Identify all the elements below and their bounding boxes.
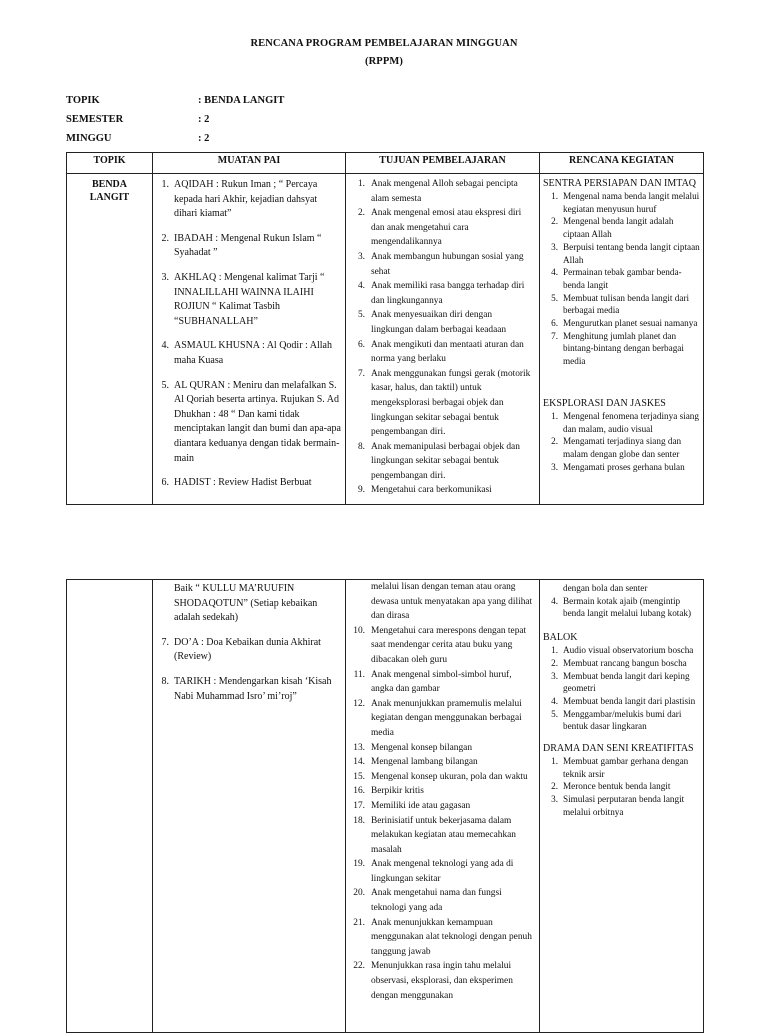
list-item-text: Anak mengenal simbol-simbol huruf, angka dan gambar — [371, 669, 512, 695]
rencana-cell — [540, 174, 704, 505]
pai-list — [157, 636, 341, 704]
list-item-text: Anak mengetahui nama dan fungsi teknologi yang ada — [371, 888, 502, 914]
list-item-text: Berpikir kritis — [371, 786, 424, 797]
list-item — [157, 232, 341, 261]
rppm-table-page1 — [66, 152, 704, 505]
list-item-text: TARIKH : Mendengarkan kisah ‘Kisah Nabi Muhammad Isro’ mi’roj” — [174, 675, 332, 702]
list-item-text: AL QURAN : Meniru dan melafalkan S. Al Qoriah beserta artinya. Rujukan S. Ad Dhukhan : 48 “ Dan kami tidak menciptakan langit dan bumi dan apa-apa diantara keduanya dengan tidak bermain-main — [174, 379, 341, 464]
list-item — [348, 279, 535, 308]
list-item — [348, 697, 535, 741]
list-item-text: Mengamati terjadinya siang dan malam dengan globe dan senter — [563, 436, 682, 459]
list-item-text: AQIDAH : Rukun Iman ; “ Percaya kepada hari Akhir, kejadian dahsyat dihari kiamat” — [174, 179, 318, 220]
list-item-number: 7. — [357, 368, 365, 379]
meta-semester — [66, 114, 210, 125]
list-item-number: 5. — [161, 379, 169, 391]
list-item-text: Anak mengikuti dan mentaati aturan dan norma yang berlaku — [371, 339, 524, 365]
list-item-number: 18. — [353, 815, 365, 826]
list-item — [157, 675, 341, 704]
list-item-number: 2. — [161, 232, 169, 244]
list-item-text: Membuat benda langit dari keping geometri — [563, 670, 690, 694]
list-item — [348, 308, 535, 337]
list-item-number: 16. — [353, 786, 365, 797]
list-item-number: 12. — [353, 698, 365, 709]
list-item-number: 9. — [357, 485, 365, 496]
sentra-title: EKSPLORASI DAN JASKES — [543, 397, 666, 409]
tujuan-continuation: melalui lisan dengan teman atau orang dewasa untuk menyatakan apa yang dilihat dan dirasa — [371, 582, 533, 622]
list-item — [543, 215, 700, 240]
list-item-number: 1. — [551, 191, 558, 201]
list-item-number: 2. — [551, 781, 558, 792]
list-item-text: HADIST : Review Hadist Berbuat — [174, 477, 312, 489]
list-item-number: 6. — [551, 318, 558, 329]
list-item-number: 3. — [551, 794, 558, 805]
list-item — [348, 814, 535, 858]
meta-label: TOPIK — [66, 95, 100, 106]
rppm-table-page2 — [66, 579, 704, 1033]
list-item-number: 4. — [357, 281, 365, 292]
list-item — [348, 799, 535, 814]
list-item — [348, 886, 535, 915]
col-header-muatan-pai: MUATAN PAI — [153, 153, 346, 174]
list-item-number: 1. — [357, 179, 365, 189]
list-item — [157, 636, 341, 665]
tujuan-list — [348, 624, 535, 1003]
list-item-text: Mengenal lambang bilangan — [371, 757, 478, 768]
list-item-text: Anak mengenal teknologi yang ada di lingkungan sekitar — [371, 859, 514, 884]
rencana-continuation: dengan bola dan senter — [563, 583, 648, 593]
meta-value: : BENDA LANGIT — [198, 95, 285, 106]
list-item-number: 2. — [551, 216, 558, 227]
list-item — [543, 317, 700, 330]
list-item-text: Anak membangun hubungan sosial yang sehat — [371, 251, 524, 277]
sentra-list — [543, 644, 700, 733]
pai-list — [157, 178, 341, 491]
list-item — [157, 339, 341, 368]
list-item — [543, 793, 700, 818]
list-item-number: 1. — [551, 645, 558, 656]
list-item-text: Anak mengenal Alloh sebagai pencipta alam semesta — [371, 179, 518, 204]
list-item-number: 2. — [551, 657, 558, 668]
list-item-number: 13. — [353, 742, 365, 753]
list-item-text: Bermain kotak ajaib (mengintip benda langit melalui lubang kotak) — [563, 595, 692, 619]
meta-label: MINGGU — [66, 133, 112, 144]
list-item-text: Mengetahui cara merespons dengan tepat saat mendengar cerita atau buku yang dibacakan oleh guru — [371, 625, 527, 665]
list-item — [543, 292, 700, 317]
list-item-number: 22. — [353, 961, 365, 972]
list-item-number: 3. — [551, 241, 558, 252]
list-item-number: 17. — [353, 800, 365, 811]
list-item-text: Audio visual observatorium boscha — [563, 645, 694, 656]
list-item-text: ASMAUL KHUSNA : Al Qodir : Allah maha Kuasa — [174, 340, 332, 366]
list-item-number: 2. — [357, 208, 365, 219]
list-item-text: Mengenal nama benda langit melalui kegiatan menyusun huruf — [563, 191, 700, 214]
document-title: RENCANA PROGRAM PEMBELAJARAN MINGGUAN — [250, 38, 518, 49]
list-item-number: 7. — [161, 636, 169, 648]
list-item — [348, 916, 535, 960]
sentra-title: DRAMA DAN SENI KREATIFITAS — [543, 743, 694, 755]
list-item-number: 20. — [353, 888, 365, 899]
list-item-number: 2. — [551, 436, 558, 447]
list-item — [348, 770, 535, 785]
tujuan-list — [348, 177, 535, 498]
list-item — [543, 595, 700, 620]
list-item-text: Meronce bentuk benda langit — [563, 781, 671, 792]
list-item — [348, 741, 535, 756]
list-item-number: 11. — [353, 669, 365, 680]
list-item-text: IBADAH : Mengenal Rukun Islam “ Syahadat ” — [174, 232, 322, 259]
table-row — [67, 580, 704, 1033]
list-item — [543, 695, 700, 708]
list-item — [543, 755, 700, 780]
list-item — [348, 857, 535, 886]
meta-value: : 2 — [198, 133, 210, 144]
list-item-number: 14. — [353, 757, 365, 768]
list-item-number: 15. — [353, 771, 365, 782]
list-item-text: Anak menunjukkan kemampuan menggunakan alat teknologi dengan penuh tanggung jawab — [371, 917, 532, 957]
list-item — [157, 271, 341, 329]
list-item — [543, 670, 700, 695]
list-item-text: Anak memanipulasi berbagai objek dan lingkungan sekitar sebagai bentuk pengembangan diri. — [371, 441, 520, 481]
list-item — [348, 624, 535, 668]
list-item — [157, 178, 341, 222]
list-item — [348, 784, 535, 799]
list-item — [348, 206, 535, 250]
list-item-number: 4. — [551, 267, 558, 278]
list-item — [543, 708, 700, 733]
list-item — [543, 266, 700, 291]
list-item-number: 1. — [161, 179, 169, 190]
list-item — [543, 190, 700, 215]
list-item-number: 7. — [551, 330, 558, 341]
list-item-text: Mengetahui cara berkomunikasi — [371, 485, 492, 496]
list-item — [348, 440, 535, 484]
sentra-list — [543, 190, 700, 368]
list-item — [543, 330, 700, 368]
list-item-text: Mengurutkan planet sesuai namanya — [563, 318, 698, 329]
col-header-topik: TOPIK — [67, 153, 153, 174]
list-item-number: 8. — [161, 675, 169, 687]
col-header-rencana: RENCANA KEGIATAN — [540, 153, 704, 174]
list-item-text: Memiliki ide atau gagasan — [371, 800, 471, 811]
list-item-text: Membuat rancang bangun boscha — [563, 657, 687, 668]
list-item-text: Membuat benda langit dari plastisin — [563, 695, 696, 706]
list-item — [543, 461, 700, 474]
topik-value: BENDA LANGIT — [89, 179, 130, 203]
list-item-text: Mengamati proses gerhana bulan — [563, 461, 685, 472]
list-item — [157, 379, 341, 467]
rencana-cell — [540, 580, 704, 1033]
tujuan-cell — [346, 580, 540, 1033]
list-item-text: DO’A : Doa Kebaikan dunia Akhirat (Review) — [174, 636, 321, 663]
meta-value: : 2 — [198, 114, 210, 125]
list-item-text: Anak menunjukkan pramemulis melalui kegiatan dengan menggunakan berbagai media — [371, 698, 522, 738]
table-header-row — [67, 153, 704, 174]
list-item-text: Anak mengenal emosi atau ekspresi diri dan anak mengetahui cara mengendalikannya — [371, 208, 522, 248]
list-item — [348, 483, 535, 498]
list-item — [543, 435, 700, 460]
list-item-number: 4. — [551, 695, 558, 706]
tujuan-cell — [346, 174, 540, 505]
list-item-number: 19. — [353, 859, 365, 870]
table-row — [67, 174, 704, 505]
list-item — [543, 410, 700, 435]
sentra-list — [543, 410, 700, 474]
list-item-number: 3. — [357, 251, 365, 262]
topik-cell — [67, 174, 153, 505]
list-item-text: Anak menyesuaikan diri dengan lingkungan dalam berbagai keadaan — [371, 310, 507, 335]
sentra-title: SENTRA PERSIAPAN DAN IMTAQ — [543, 178, 697, 189]
list-item-text: Mengenal fenomena terjadinya siang dan malam, audio visual — [563, 410, 699, 434]
list-item-number: 4. — [161, 340, 169, 352]
list-item-text: Anak memiliki rasa bangga terhadap diri dan lingkungannya — [371, 281, 525, 306]
list-item — [348, 250, 535, 279]
list-item — [348, 177, 535, 206]
pai-continuation: Baik “ KULLU MA’RUUFIN SHODAQOTUN” (Setiap kebaikan adalah sedekah) — [174, 583, 318, 624]
list-item-number: 5. — [551, 292, 558, 303]
list-item-number: 5. — [551, 708, 558, 719]
meta-label: SEMESTER — [66, 114, 124, 125]
list-item-number: 1. — [551, 756, 558, 767]
list-item — [348, 367, 535, 440]
topik-cell-empty — [67, 580, 153, 1033]
list-item-text: Anak menggunakan fungsi gerak (motorik kasar, halus, dan taktil) untuk mengeksplorasi berbagai objek dan lingkungan sekitar sebagai bentuk pengembangan diri. — [371, 368, 531, 438]
list-item — [348, 959, 535, 1003]
document-subtitle: (RPPM) — [365, 56, 403, 67]
list-item — [157, 476, 341, 491]
list-item-number: 6. — [161, 477, 169, 489]
list-item-text: Permainan tebak gambar benda-benda langit — [563, 267, 682, 290]
list-item — [543, 644, 700, 657]
sentra-list — [543, 595, 700, 620]
list-item-number: 3. — [551, 461, 558, 472]
list-item-text: Mengenal konsep ukuran, pola dan waktu — [371, 771, 528, 782]
list-item — [348, 668, 535, 697]
list-item-text: Berpuisi tentang benda langit ciptaan Allah — [563, 241, 700, 265]
list-item — [348, 755, 535, 770]
list-item-number: 5. — [357, 310, 365, 321]
list-item-number: 1. — [551, 410, 558, 421]
col-header-tujuan: TUJUAN PEMBELAJARAN — [346, 153, 540, 174]
list-item-number: 21. — [353, 917, 365, 928]
list-item-number: 10. — [353, 625, 365, 636]
list-item — [543, 780, 700, 793]
meta-topik — [66, 95, 285, 106]
list-item-number: 3. — [161, 271, 169, 283]
list-item-text: Berinisiatif untuk bekerjasama dalam melakukan kegiatan atau memecahkan masalah — [371, 815, 516, 855]
list-item-text: Menghitung jumlah planet dan bintang-bintang dengan berbagai media — [563, 330, 684, 367]
list-item-text: Membuat tulisan benda langit dari berbagai media — [563, 292, 690, 316]
list-item-number: 6. — [357, 339, 365, 350]
list-item-text: Membuat gambar gerhana dengan teknik arsir — [563, 756, 689, 779]
muatan-pai-cell — [153, 580, 346, 1033]
meta-minggu — [66, 133, 210, 144]
list-item — [543, 657, 700, 670]
list-item — [348, 338, 535, 367]
list-item-text: Mengenal benda langit adalah ciptaan Allah — [563, 216, 674, 240]
list-item-number: 8. — [357, 441, 365, 452]
list-item-number: 4. — [551, 595, 558, 606]
muatan-pai-cell — [153, 174, 346, 505]
sentra-title: BALOK — [543, 632, 578, 644]
list-item-text: Menunjukkan rasa ingin tahu melalui observasi, eksplorasi, dan eksperimen dengan menggunakan — [371, 961, 513, 1001]
list-item-text: Menggambar/melukis bumi dari bentuk dasar lingkaran — [563, 708, 682, 732]
list-item-number: 3. — [551, 670, 558, 681]
list-item-text: Simulasi perputaran benda langit melalui orbitnya — [563, 794, 685, 817]
list-item-text: Mengenal konsep bilangan — [371, 742, 473, 753]
sentra-list — [543, 755, 700, 819]
list-item — [543, 241, 700, 266]
list-item-text: AKHLAQ : Mengenal kalimat Tarji “ INNALILLAHI WAINNA ILAIHI ROJIUN “ Kalimat Tasbih “SUBHANALLAH” — [174, 271, 325, 327]
